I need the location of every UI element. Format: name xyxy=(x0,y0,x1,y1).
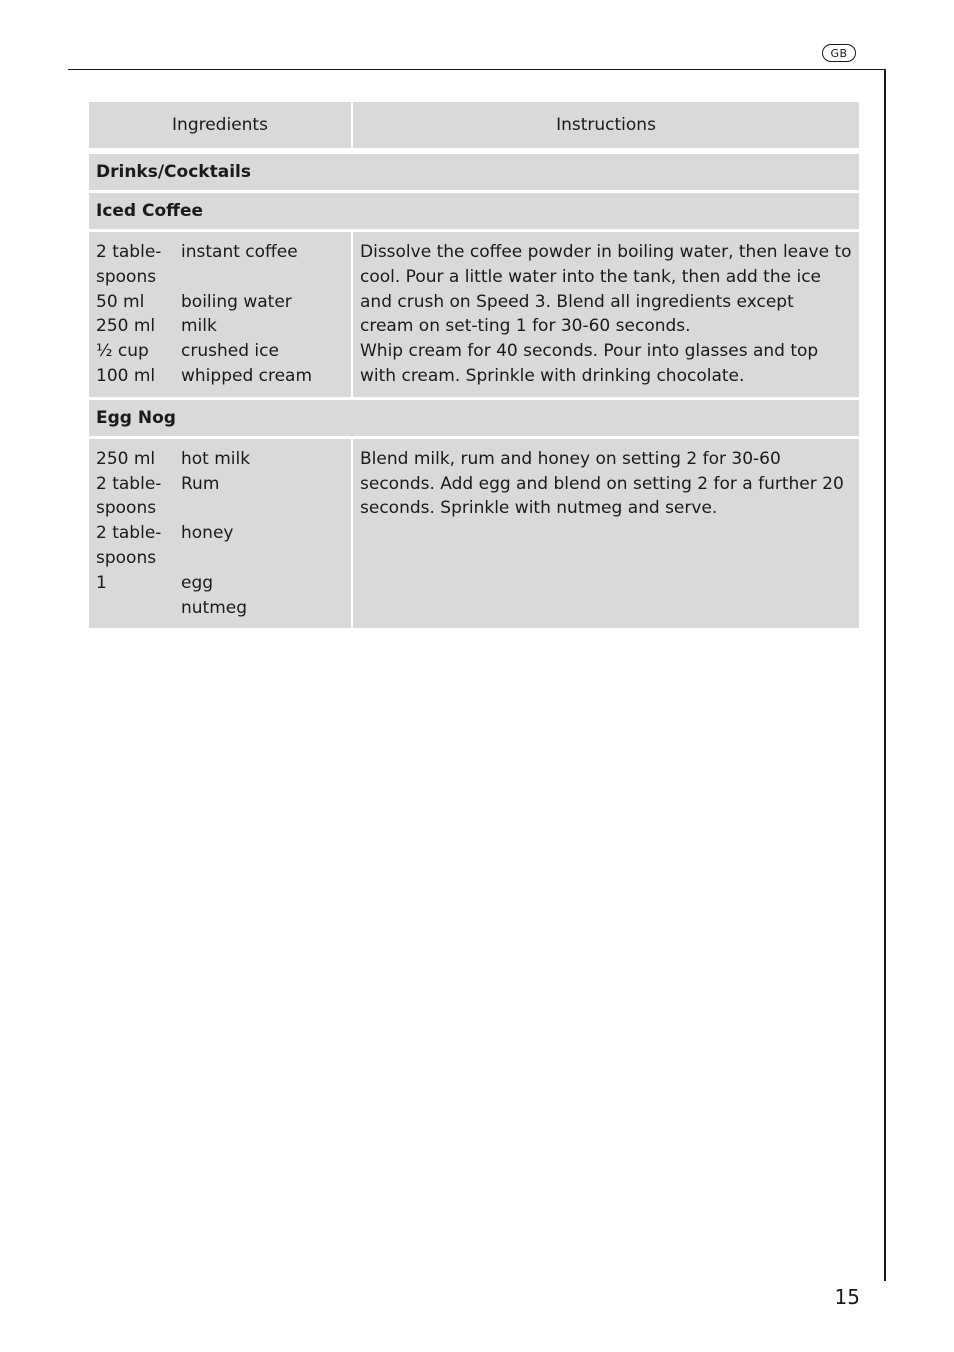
column-header-instructions: Instructions xyxy=(353,102,859,148)
ingredient-name: egg xyxy=(181,572,214,593)
instructions-cell xyxy=(353,232,859,397)
ingredients-cell xyxy=(89,232,351,397)
ingredient-quantity: ½ cup xyxy=(96,341,149,362)
recipe-table xyxy=(89,102,859,631)
recipe-title-egg-nog: Egg Nog xyxy=(89,400,859,436)
ingredient-item xyxy=(96,240,344,290)
ingredient-name: Rum xyxy=(181,473,220,494)
ingredient-item xyxy=(96,596,344,621)
ingredient-quantity: 100 ml xyxy=(96,365,156,386)
ingredient-quantity: 50 ml xyxy=(96,291,145,312)
ingredient-quantity: 250 ml xyxy=(96,316,156,337)
page-number: 15 xyxy=(834,1285,860,1309)
ingredient-name: crushed ice xyxy=(181,341,279,362)
column-header-ingredients: Ingredients xyxy=(89,102,351,148)
ingredient-item xyxy=(96,521,344,571)
instruction-paragraph: Blend milk, rum and honey on setting 2 for 30-60 seconds. Add egg and blend on setting 2 for a further 20 seconds. Sprinkle with nutmeg and serve. xyxy=(360,448,844,519)
ingredient-name: boiling water xyxy=(181,291,292,312)
instruction-paragraph: Whip cream for 40 seconds. Pour into glasses and top with cream. Sprinkle with drinking chocolate. xyxy=(360,341,819,386)
ingredient-quantity: 250 ml xyxy=(96,448,156,469)
ingredient-quantity xyxy=(96,596,181,621)
ingredient-item xyxy=(96,339,344,364)
category-row: Drinks/Cocktails xyxy=(89,154,859,190)
table-header-row xyxy=(89,102,859,148)
ingredient-quantity: 1 xyxy=(96,572,107,593)
ingredient-item xyxy=(96,447,344,472)
instructions-cell xyxy=(353,439,859,629)
ingredient-item xyxy=(96,314,344,339)
top-rule xyxy=(68,69,885,70)
ingredient-name: nutmeg xyxy=(181,597,248,618)
ingredient-item xyxy=(96,571,344,596)
ingredient-item xyxy=(96,290,344,315)
ingredients-cell xyxy=(89,439,351,629)
ingredient-item xyxy=(96,364,344,389)
ingredient-name: milk xyxy=(181,316,217,337)
ingredient-quantity: 2 table- spoons xyxy=(96,242,162,287)
recipe-title-iced-coffee: Iced Coffee xyxy=(89,193,859,229)
recipe-row-egg-nog xyxy=(89,439,859,629)
instruction-paragraph: Dissolve the coffee powder in boiling water, then leave to cool. Pour a little water into the tank, then add the ice and crush on Speed 3. Blend all ingredients except cream on set-ting 1 for 30-60 seconds. xyxy=(360,242,852,337)
language-badge: GB xyxy=(822,44,856,62)
ingredient-name: hot milk xyxy=(181,448,251,469)
ingredient-name: instant coffee xyxy=(181,242,298,262)
ingredient-name: whipped cream xyxy=(181,365,313,386)
side-rule xyxy=(884,69,886,1281)
ingredient-item xyxy=(96,472,344,522)
ingredient-quantity: 2 table- spoons xyxy=(96,473,162,519)
ingredient-name: honey xyxy=(181,523,234,544)
ingredient-quantity: 2 table- spoons xyxy=(96,523,162,568)
recipe-row-iced-coffee xyxy=(89,232,859,397)
